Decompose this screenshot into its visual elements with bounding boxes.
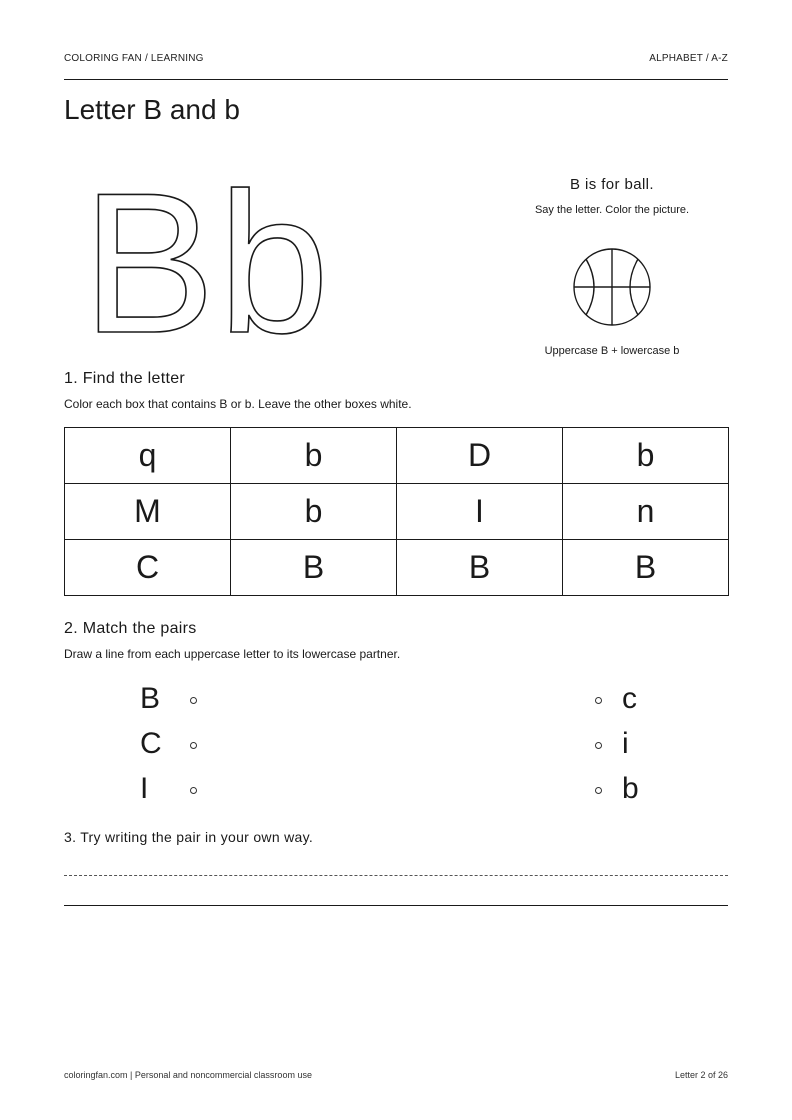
hero-letters	[80, 170, 350, 340]
header-rule	[64, 79, 728, 80]
grid-cell[interactable]: I	[397, 484, 563, 540]
grid-cell[interactable]: B	[397, 540, 563, 596]
hero-lowercase: b	[218, 170, 330, 340]
match-right-dot[interactable]	[595, 742, 602, 749]
section3-title: 3. Try writing the pair in your own way.	[64, 829, 314, 845]
section2-subtitle: Draw a line from each uppercase letter to its lowercase partner.	[64, 647, 401, 661]
grid-cell[interactable]: B	[231, 540, 397, 596]
match-right-dot[interactable]	[595, 787, 602, 794]
writing-base-line[interactable]	[64, 905, 728, 906]
hero-caption-title: B is for ball.	[570, 176, 654, 193]
grid-row	[65, 484, 729, 540]
writing-guide-line	[64, 875, 728, 876]
match-right-letter: c	[622, 682, 637, 715]
header-section-label: ALPHABET / A-Z	[649, 53, 728, 64]
match-left-letter: I	[140, 772, 149, 805]
grid-cell[interactable]: n	[563, 484, 729, 540]
match-right-letter: b	[622, 772, 639, 805]
match-left-dot[interactable]	[190, 697, 197, 704]
header-breadcrumb: COLORING FAN / LEARNING	[64, 53, 204, 64]
match-left-letter: C	[140, 727, 162, 760]
grid-cell[interactable]: b	[231, 428, 397, 484]
picture-caption: Uppercase B + lowercase b	[544, 345, 680, 357]
grid-cell[interactable]: b	[563, 428, 729, 484]
match-left-dot[interactable]	[190, 787, 197, 794]
page-title: Letter B and b	[64, 94, 240, 125]
section1-title: 1. Find the letter	[64, 370, 186, 387]
grid-row	[65, 428, 729, 484]
section1-subtitle: Color each box that contains B or b. Leave the other boxes white.	[64, 397, 412, 411]
grid-cell[interactable]: C	[65, 540, 231, 596]
grid-cell[interactable]: M	[65, 484, 231, 540]
grid-cell[interactable]: b	[231, 484, 397, 540]
grid-cell[interactable]: q	[65, 428, 231, 484]
basketball-icon	[572, 248, 654, 328]
hero-uppercase: B	[82, 170, 216, 340]
match-left-letter: B	[140, 682, 161, 715]
footer-credit: coloringfan.com | Personal and noncommercial classroom use	[64, 1070, 312, 1080]
grid-cell[interactable]: D	[397, 428, 563, 484]
hero-caption-subtitle: Say the letter. Color the picture.	[534, 204, 690, 216]
footer-page-number: Letter 2 of 26	[674, 1070, 728, 1080]
letter-grid	[64, 427, 729, 596]
match-right-letter: i	[622, 727, 629, 760]
grid-cell[interactable]: B	[563, 540, 729, 596]
match-right-dot[interactable]	[595, 697, 602, 704]
grid-row	[65, 540, 729, 596]
match-left-dot[interactable]	[190, 742, 197, 749]
section2-title: 2. Match the pairs	[64, 620, 197, 637]
